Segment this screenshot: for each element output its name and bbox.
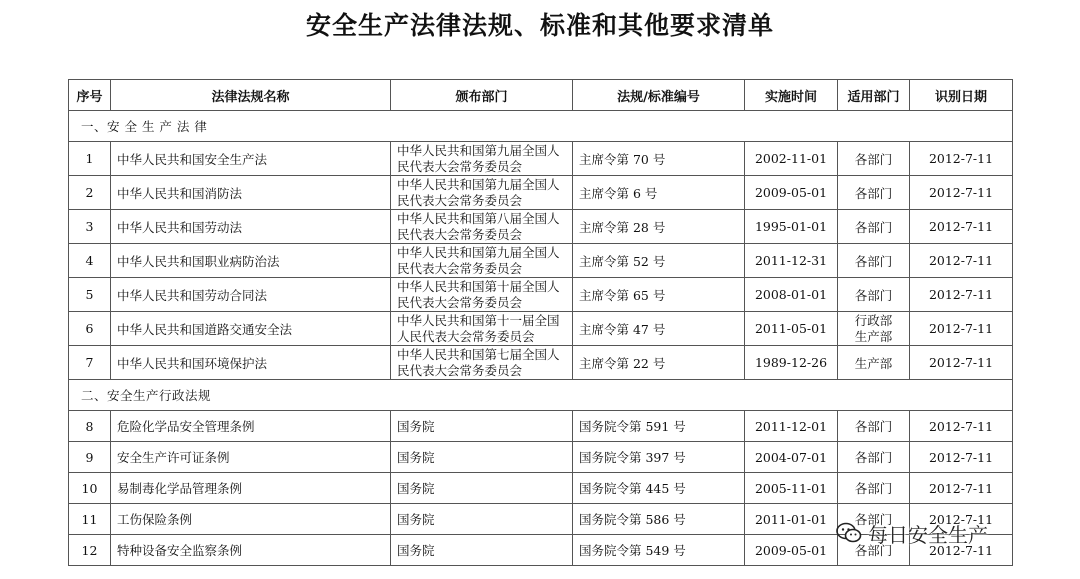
cell-identified: 2012-7-11: [910, 210, 1013, 244]
cell-issuer: 国务院: [391, 504, 573, 535]
cell-identified: 2012-7-11: [910, 312, 1013, 346]
watermark-text: 每日安全生产: [868, 522, 988, 547]
cell-dept: 各部门: [838, 504, 910, 535]
cell-dept: 各部门: [838, 442, 910, 473]
table-body: [69, 111, 1013, 566]
cell-dept: 各部门: [838, 176, 910, 210]
cell-no: 6: [69, 312, 111, 346]
cell-date: 2011-05-01: [745, 312, 838, 346]
cell-code: 主席令第 6 号: [573, 176, 745, 210]
cell-dept: 各部门: [838, 142, 910, 176]
table-row: [69, 278, 1013, 312]
cell-no: 1: [69, 142, 111, 176]
cell-issuer: 中华人民共和国第九届全国人民代表大会常务委员会: [391, 244, 573, 278]
cell-name: 中华人民共和国道路交通安全法: [111, 312, 391, 346]
cell-name: 工伤保险条例: [111, 504, 391, 535]
cell-dept: 行政部生产部: [838, 312, 910, 346]
document-title: 安全生产法律法规、标准和其他要求清单: [305, 11, 774, 40]
cell-no: 11: [69, 504, 111, 535]
cell-dept: 生产部: [838, 346, 910, 380]
header-date: 实施时间: [745, 80, 838, 111]
cell-code: 主席令第 28 号: [573, 210, 745, 244]
cell-code: 主席令第 65 号: [573, 278, 745, 312]
cell-no: 5: [69, 278, 111, 312]
cell-identified: 2012-7-11: [910, 504, 1013, 535]
cell-code: 国务院令第 549 号: [573, 535, 745, 566]
cell-identified: 2012-7-11: [910, 244, 1013, 278]
cell-date: 2005-11-01: [745, 473, 838, 504]
table-row: [69, 411, 1013, 442]
cell-issuer: 中华人民共和国第十届全国人民代表大会常务委员会: [391, 278, 573, 312]
cell-name: 易制毒化学品管理条例: [111, 473, 391, 504]
cell-code: 国务院令第 586 号: [573, 504, 745, 535]
cell-date: 2011-01-01: [745, 504, 838, 535]
cell-identified: 2012-7-11: [910, 473, 1013, 504]
cell-identified: 2012-7-11: [910, 346, 1013, 380]
cell-no: 9: [69, 442, 111, 473]
cell-identified: 2012-7-11: [910, 411, 1013, 442]
section-heading: 一、安 全 生 产 法 律: [69, 111, 1013, 142]
table-row: [69, 346, 1013, 380]
cell-issuer: 中华人民共和国第八届全国人民代表大会常务委员会: [391, 210, 573, 244]
cell-name: 中华人民共和国消防法: [111, 176, 391, 210]
cell-code: 国务院令第 591 号: [573, 411, 745, 442]
cell-date: 1989-12-26: [745, 346, 838, 380]
cell-issuer: 中华人民共和国第七届全国人民代表大会常务委员会: [391, 346, 573, 380]
cell-no: 7: [69, 346, 111, 380]
cell-name: 危险化学品安全管理条例: [111, 411, 391, 442]
table-row: [69, 210, 1013, 244]
cell-issuer: 国务院: [391, 411, 573, 442]
cell-identified: 2012-7-11: [910, 442, 1013, 473]
cell-name: 特种设备安全监察条例: [111, 535, 391, 566]
cell-identified: 2012-7-11: [910, 142, 1013, 176]
cell-code: 主席令第 47 号: [573, 312, 745, 346]
cell-issuer: 中华人民共和国第九届全国人民代表大会常务委员会: [391, 142, 573, 176]
regulations-table: [68, 79, 1013, 566]
cell-identified: 2012-7-11: [910, 535, 1013, 566]
cell-name: 中华人民共和国职业病防治法: [111, 244, 391, 278]
cell-issuer: 中华人民共和国第十一届全国人民代表大会常务委员会: [391, 312, 573, 346]
header-issuer: 颁布部门: [391, 80, 573, 111]
header-no: 序号: [69, 80, 111, 111]
wechat-icon: [836, 522, 862, 544]
table-row: [69, 442, 1013, 473]
cell-name: 中华人民共和国劳动合同法: [111, 278, 391, 312]
cell-issuer: 国务院: [391, 473, 573, 504]
cell-no: 10: [69, 473, 111, 504]
section-heading-row: [69, 380, 1013, 411]
watermark: [836, 518, 1056, 548]
table-row: [69, 312, 1013, 346]
cell-identified: 2012-7-11: [910, 176, 1013, 210]
section-heading-row: [69, 111, 1013, 142]
cell-name: 中华人民共和国劳动法: [111, 210, 391, 244]
cell-code: 主席令第 22 号: [573, 346, 745, 380]
table-header-row: [69, 80, 1013, 111]
cell-identified: 2012-7-11: [910, 278, 1013, 312]
table-row: [69, 142, 1013, 176]
cell-dept: 各部门: [838, 244, 910, 278]
header-name: 法律法规名称: [111, 80, 391, 111]
header-code: 法规/标准编号: [573, 80, 745, 111]
cell-no: 3: [69, 210, 111, 244]
cell-no: 8: [69, 411, 111, 442]
section-heading: 二、安全生产行政法规: [69, 380, 1013, 411]
cell-name: 中华人民共和国安全生产法: [111, 142, 391, 176]
cell-dept: 各部门: [838, 411, 910, 442]
cell-date: 1995-01-01: [745, 210, 838, 244]
cell-name: 安全生产许可证条例: [111, 442, 391, 473]
cell-dept: 各部门: [838, 278, 910, 312]
header-identified: 识别日期: [910, 80, 1013, 111]
header-dept: 适用部门: [838, 80, 910, 111]
cell-date: 2009-05-01: [745, 535, 838, 566]
cell-date: 2008-01-01: [745, 278, 838, 312]
table-row: [69, 176, 1013, 210]
table-row: [69, 473, 1013, 504]
cell-dept: 各部门: [838, 473, 910, 504]
cell-no: 12: [69, 535, 111, 566]
cell-date: 2009-05-01: [745, 176, 838, 210]
cell-issuer: 中华人民共和国第九届全国人民代表大会常务委员会: [391, 176, 573, 210]
cell-no: 2: [69, 176, 111, 210]
cell-no: 4: [69, 244, 111, 278]
cell-code: 主席令第 52 号: [573, 244, 745, 278]
cell-name: 中华人民共和国环境保护法: [111, 346, 391, 380]
cell-code: 主席令第 70 号: [573, 142, 745, 176]
cell-code: 国务院令第 397 号: [573, 442, 745, 473]
cell-date: 2004-07-01: [745, 442, 838, 473]
cell-date: 2002-11-01: [745, 142, 838, 176]
table-row: [69, 244, 1013, 278]
cell-code: 国务院令第 445 号: [573, 473, 745, 504]
cell-dept: 各部门: [838, 210, 910, 244]
cell-date: 2011-12-31: [745, 244, 838, 278]
cell-date: 2011-12-01: [745, 411, 838, 442]
cell-issuer: 国务院: [391, 535, 573, 566]
cell-dept: 各部门: [838, 535, 910, 566]
cell-issuer: 国务院: [391, 442, 573, 473]
